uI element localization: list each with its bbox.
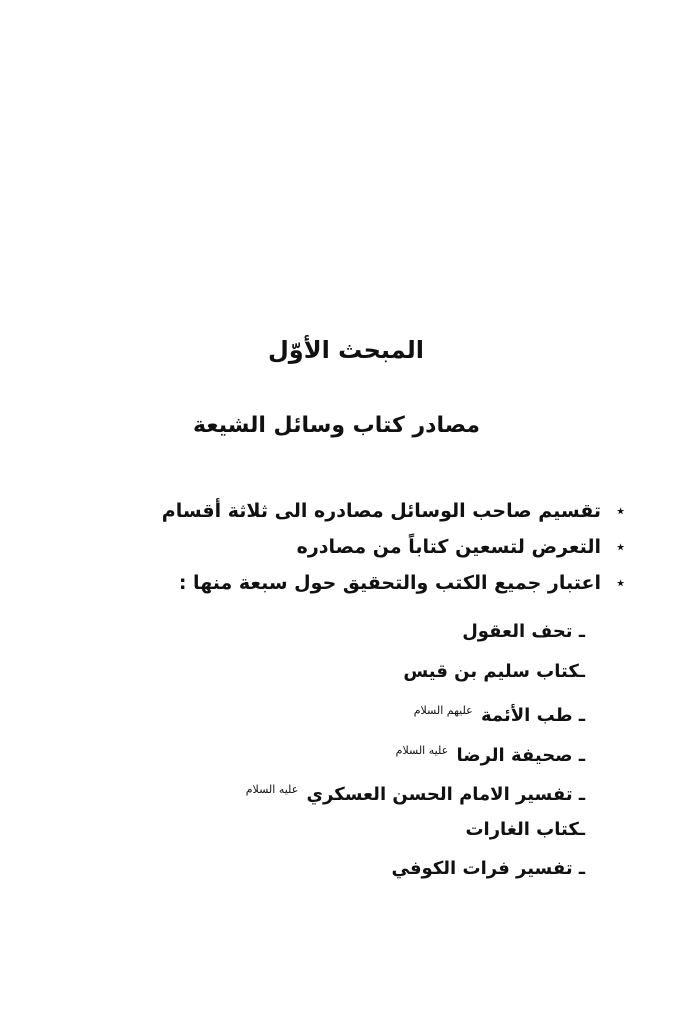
asterisk-bullet-icon: ٭ — [616, 501, 625, 520]
source-item — [85, 810, 585, 850]
topic-list — [65, 493, 625, 601]
asterisk-bullet-icon: ٭ — [616, 573, 625, 592]
source-item — [85, 691, 585, 731]
source-title: ـ تفسير فرات الكوفي — [391, 858, 585, 879]
source-item — [85, 731, 585, 771]
source-title: ـ طب الأئمة — [480, 705, 585, 726]
topic-text: التعرض لتسعين كتاباً من مصادره — [296, 536, 601, 558]
source-item — [85, 652, 585, 692]
source-title: ـ تفسير الامام الحسن العسكري — [306, 784, 585, 805]
honorific-ligature: عليه السلام — [245, 783, 299, 796]
honorific-ligature: عليه السلام — [395, 743, 449, 757]
section-subtitle: مصادر كتاب وسائل الشيعة — [192, 413, 480, 438]
topic-item — [65, 529, 625, 565]
source-item — [85, 770, 585, 810]
section-title: المبحث الأوّل — [267, 336, 424, 364]
topic-text: تقسيم صاحب الوسائل مصادره الى ثلاثة أقسام — [161, 500, 601, 522]
source-item — [85, 849, 585, 889]
source-title: ـكتاب الغارات — [465, 818, 585, 840]
topic-item — [65, 493, 625, 529]
honorific-ligature: عليهم السلام — [413, 704, 473, 717]
topic-item — [65, 565, 625, 601]
source-title: ـكتاب سليم بن قيس — [403, 660, 585, 682]
asterisk-bullet-icon: ٭ — [616, 537, 625, 556]
source-title: ـ تحف العقول — [462, 621, 585, 642]
source-item — [85, 612, 585, 652]
topic-text: اعتبار جميع الكتب والتحقيق حول سبعة منها : — [178, 572, 601, 594]
source-list — [85, 612, 585, 889]
source-title: ـ صحيفة الرضا — [456, 744, 585, 766]
